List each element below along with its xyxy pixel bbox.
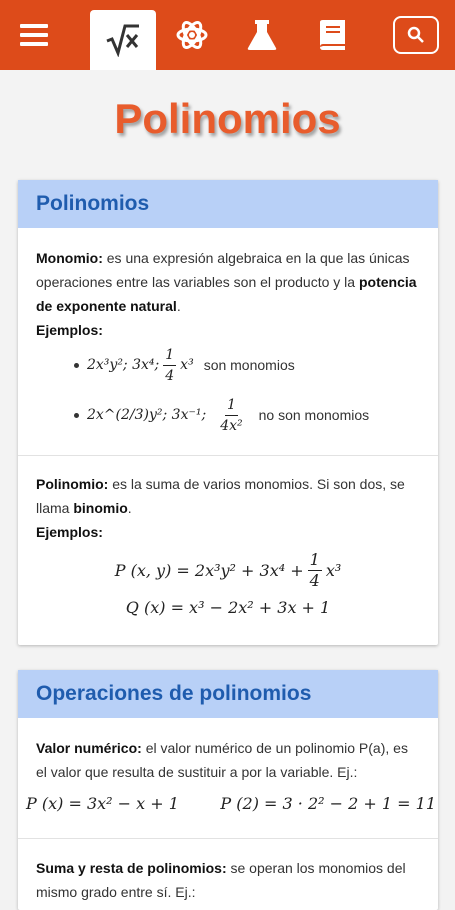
polynomial-p-equation <box>18 550 438 591</box>
fraction-numerator: 1 <box>309 550 320 569</box>
fraction <box>218 395 244 436</box>
flask-icon <box>245 18 279 52</box>
card-polinomios <box>18 180 438 645</box>
menu-button[interactable] <box>14 0 54 70</box>
book-icon <box>316 18 348 52</box>
definition-text: el valor numérico de un polinomio P(a), es el valor que resulta de sustituir a por la variable. Ej.: <box>36 740 408 780</box>
term-label: Polinomio: <box>36 476 109 492</box>
example-no-monomios <box>74 390 369 440</box>
fraction-denominator: 4 <box>165 367 175 384</box>
page-title: Polinomios <box>114 95 341 142</box>
search-button[interactable] <box>393 16 439 54</box>
math-expression-tail: x³ <box>180 357 194 373</box>
card-operaciones <box>18 670 438 910</box>
definition-end: . <box>176 298 181 314</box>
examples-label <box>36 520 422 544</box>
fraction-denominator: 4 <box>309 571 320 590</box>
definition-text: es una expresión algebraica en la que las únicas operaciones entre las variables son el producto y la <box>36 250 410 290</box>
monomio-definition <box>36 246 422 318</box>
divider <box>18 838 438 839</box>
example-monomios <box>74 340 295 390</box>
card-heading: Operaciones de polinomios <box>18 670 438 718</box>
atom-icon <box>175 18 209 52</box>
square-root-icon <box>105 23 141 57</box>
tab-book[interactable] <box>312 0 352 70</box>
tab-chemistry[interactable] <box>242 0 282 70</box>
divider <box>18 455 438 456</box>
bold-phrase: potencia de exponente natural <box>36 274 417 314</box>
math-expression: P (x) = 3x² − x + 1 <box>26 794 179 813</box>
fraction-numerator: 1 <box>225 395 238 416</box>
example-note: no son monomios <box>258 407 370 423</box>
definition-text: es la suma de varios monomios. Si son dos, se llama <box>36 476 405 516</box>
math-expression: P (2) = 3 · 2² − 2 + 1 = 11 <box>220 794 436 813</box>
fraction <box>308 550 322 591</box>
tab-physics[interactable] <box>172 0 212 70</box>
valor-numerico-definition <box>36 736 422 784</box>
term-label: Monomio: <box>36 250 103 266</box>
fraction <box>163 345 176 386</box>
top-app-bar <box>0 0 455 70</box>
bold-phrase: binomio <box>73 500 128 516</box>
definition-end: . <box>127 500 132 516</box>
polinomio-definition <box>36 472 422 520</box>
suma-resta-definition <box>36 856 422 904</box>
examples-label-text: Ejemplos: <box>36 524 103 540</box>
polynomial-q-equation <box>18 598 438 618</box>
definition-text: se operan los monomios del mismo grado entre sí. Ej.: <box>36 860 406 900</box>
valor-numerico-example <box>26 794 436 813</box>
example-note: son monomios <box>203 357 295 373</box>
examples-label <box>36 318 422 342</box>
tab-math[interactable] <box>90 10 156 70</box>
term-label: Suma y resta de polinomios: <box>36 860 227 876</box>
fraction-numerator: 1 <box>163 345 176 366</box>
math-expression: 2x³y²; 3x⁴; <box>87 357 160 373</box>
search-icon <box>407 26 425 44</box>
card-heading: Polinomios <box>18 180 438 228</box>
math-expression: Q (x) = x³ − 2x² + 3x + 1 <box>125 598 331 617</box>
fraction-denominator: 4x² <box>220 417 243 434</box>
math-expression: P (x, y) = 2x³y² + 3x⁴ + <box>114 561 304 580</box>
bullet <box>74 363 79 368</box>
term-label: Valor numérico: <box>36 740 142 756</box>
bullet <box>74 413 79 418</box>
math-expression-tail: x³ <box>325 561 342 580</box>
menu-icon <box>18 22 50 48</box>
examples-label-text: Ejemplos: <box>36 322 103 338</box>
math-expression: 2x^(2/3)y²; 3x⁻¹; <box>87 407 207 423</box>
